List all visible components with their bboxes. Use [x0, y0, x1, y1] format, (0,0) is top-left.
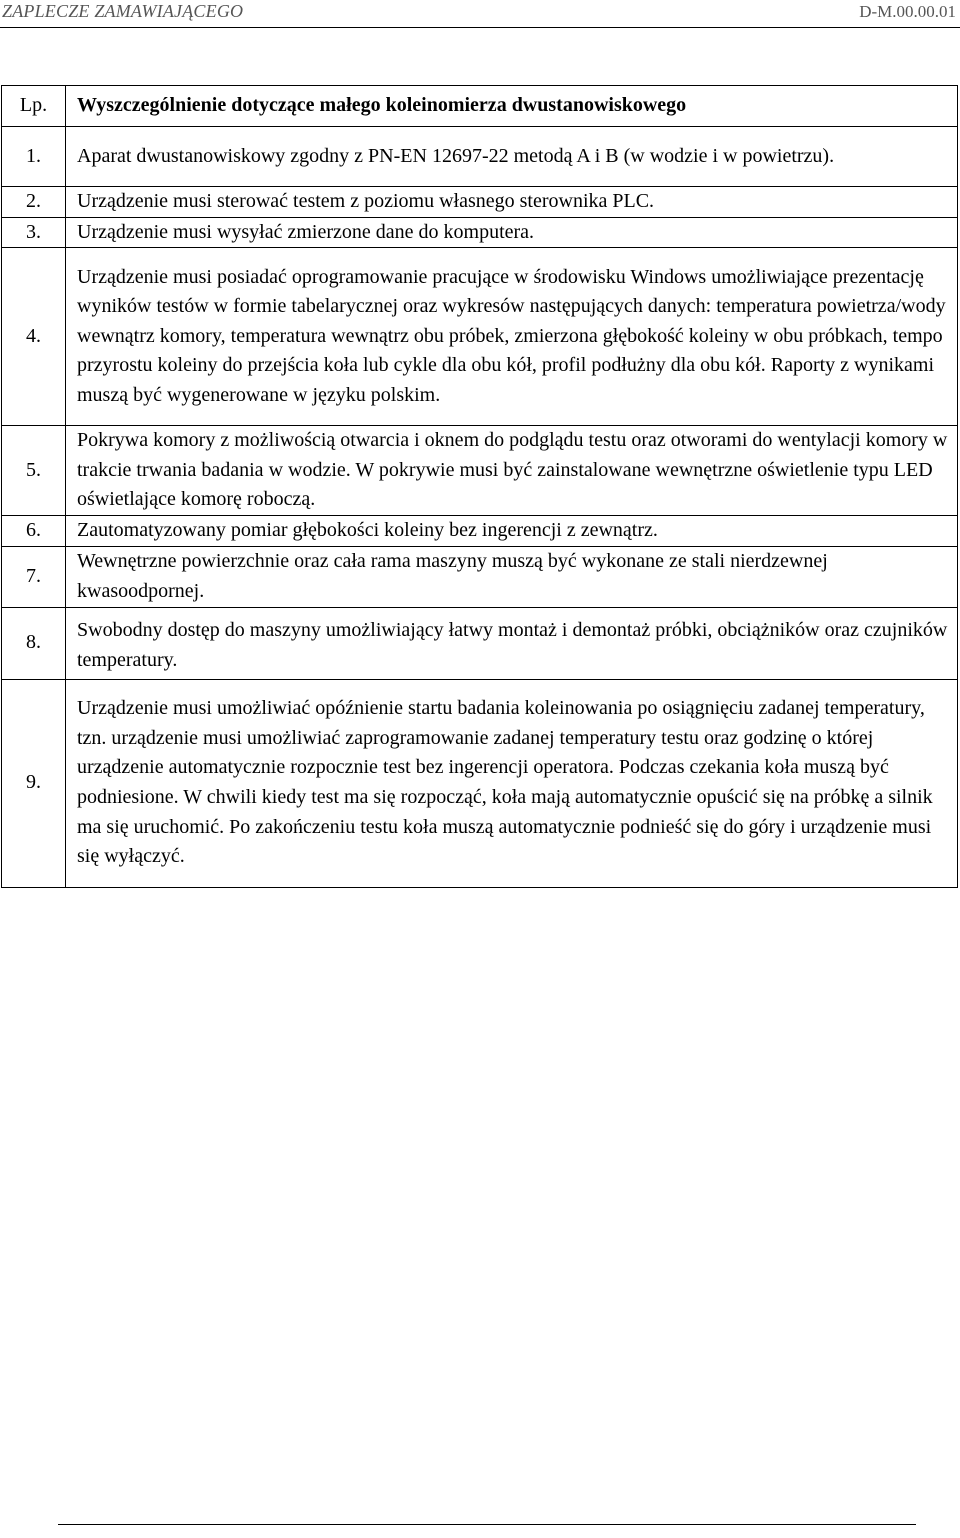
- table-row: [2, 426, 958, 516]
- row-number: 6.: [2, 516, 66, 547]
- row-number: 8.: [2, 607, 66, 679]
- table-header-row: [2, 86, 958, 127]
- row-number: 4.: [2, 248, 66, 426]
- row-text: Urządzenie musi sterować testem z poziomu własnego sterownika PLC.: [66, 187, 958, 218]
- table-row: [2, 248, 958, 426]
- table-row: [2, 679, 958, 887]
- row-text: Zautomatyzowany pomiar głębokości koleiny bez ingerencji z zewnątrz.: [66, 516, 958, 547]
- row-text: Pokrywa komory z możliwością otwarcia i oknem do podglądu testu oraz otworami do wentylacji komory w trakcie trwania badania w wodzie. W pokrywie musi być zainstalowane wewnętrzne oświetlenie typu LED oświetlające komorę roboczą.: [66, 426, 958, 516]
- row-text: Urządzenie musi wysyłać zmierzone dane do komputera.: [66, 217, 958, 248]
- row-number: 2.: [2, 187, 66, 218]
- table-row: [2, 546, 958, 607]
- row-text: Urządzenie musi umożliwiać opóźnienie startu badania koleinowania po osiągnięciu zadanej temperatury, tzn. urządzenie musi umożliwiać zaprogramowanie zadanej temperatury testu oraz godzinę o której urządzenie automatycznie rozpocznie test bez ingerencji operatora. Podczas czekania koła muszą być podniesione. W chwili kiedy test ma się rozpocząć, koła mają automatycznie opuścić się na próbkę a silnik ma się uruchomić. Po zakończeniu testu koła muszą automatycznie podnieść się do góry i urządzenie musi się wyłączyć.: [66, 679, 958, 887]
- row-text: Wewnętrzne powierzchnie oraz cała rama maszyny muszą być wykonane ze stali nierdzewnej kwasoodpornej.: [66, 546, 958, 607]
- row-text: Aparat dwustanowiskowy zgodny z PN-EN 12697-22 metodą A i B (w wodzie i w powietrzu).: [66, 127, 958, 187]
- footer-divider: [58, 1524, 916, 1525]
- table-row: [2, 217, 958, 248]
- table-row: [2, 516, 958, 547]
- row-text: Urządzenie musi posiadać oprogramowanie pracujące w środowisku Windows umożliwiające prezentację wyników testów w formie tabelarycznej oraz wykresów następujących danych: temperatura powietrza/wody wewnątrz komory, temperatura wewnątrz obu próbek, zmierzona głębokość koleiny w obu próbkach, tempo przyrostu koleiny do przejścia koła lub cykle dla obu kół, profil podłużny dla obu kół. Raporty z wynikami muszą być wygenerowane w języku polskim.: [66, 248, 958, 426]
- row-number: 5.: [2, 426, 66, 516]
- column-header-description: Wyszczególnienie dotyczące małego koleinomierza dwustanowiskowego: [66, 86, 958, 127]
- row-number: 1.: [2, 127, 66, 187]
- table-row: [2, 187, 958, 218]
- document-section-title: ZAPLECZE ZAMAWIAJĄCEGO: [2, 1, 244, 21]
- row-number: 3.: [2, 217, 66, 248]
- specification-table: [1, 85, 958, 888]
- row-number: 9.: [2, 679, 66, 887]
- row-text: Swobodny dostęp do maszyny umożliwiający łatwy montaż i demontaż próbki, obciążników oraz czujników temperatury.: [66, 607, 958, 679]
- table-row: [2, 607, 958, 679]
- document-code: D-M.00.00.01: [859, 2, 956, 21]
- table-row: [2, 127, 958, 187]
- page-header: [0, 0, 960, 28]
- row-number: 7.: [2, 546, 66, 607]
- column-header-lp: Lp.: [2, 86, 66, 127]
